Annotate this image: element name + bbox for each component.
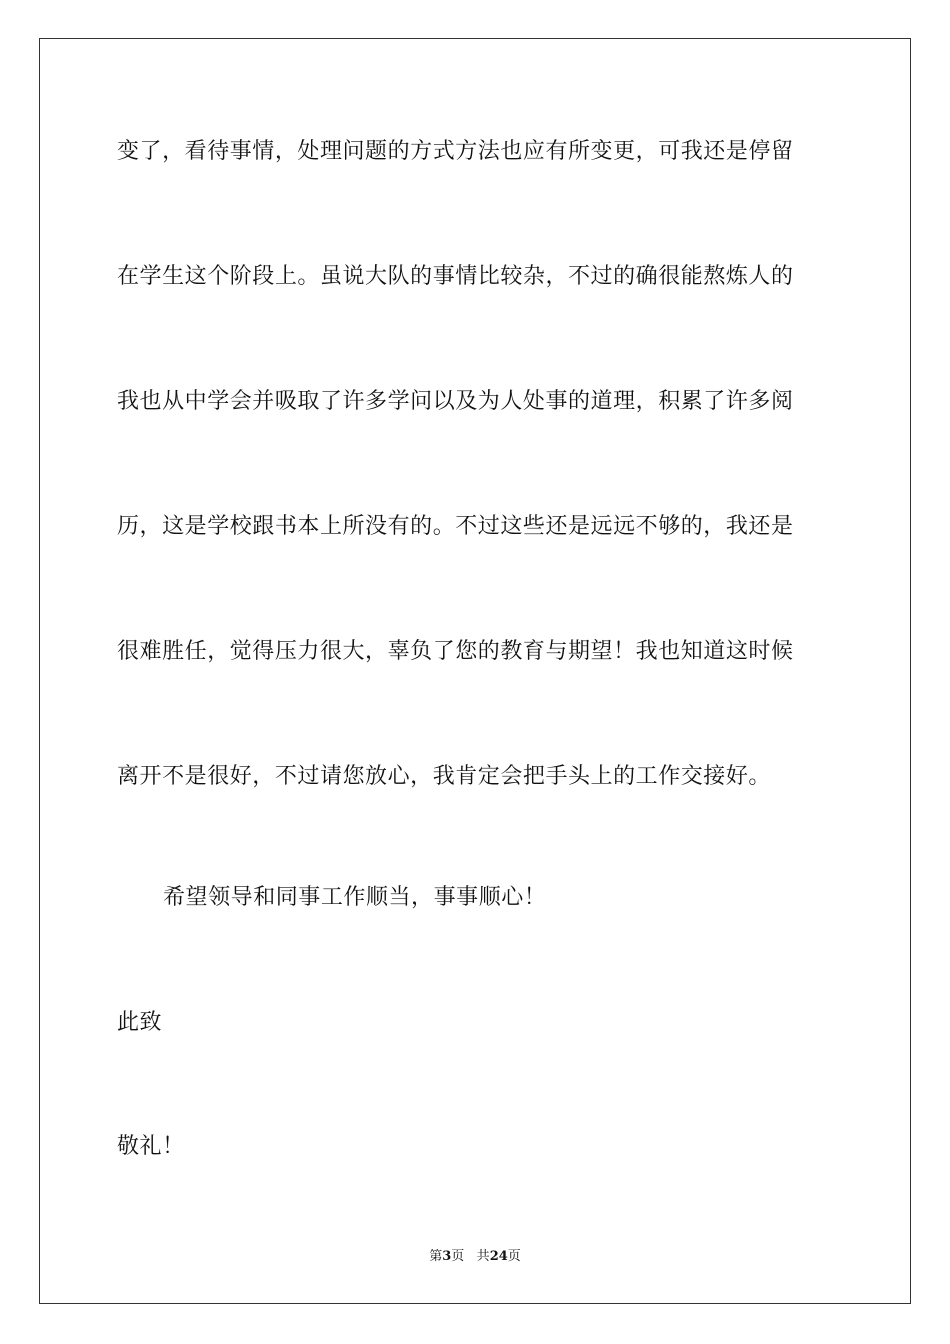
salutation-line: 敬礼！	[117, 1134, 185, 1159]
footer-page-prefix: 第	[429, 1249, 443, 1264]
footer-total-suffix: 页	[507, 1249, 521, 1264]
page-footer	[0, 1248, 950, 1266]
paragraph-line-1: 变了，看待事情，处理问题的方式方法也应有所变更，可我还是停留	[117, 139, 794, 164]
footer-page-suffix: 页	[451, 1249, 465, 1264]
paragraph-line-4: 历，这是学校跟书本上所没有的。不过这些还是远远不够的，我还是	[117, 514, 794, 539]
footer-total-prefix: 共	[476, 1249, 490, 1264]
closing-line: 此致	[117, 1010, 163, 1035]
footer-total-pages: 24	[489, 1249, 508, 1264]
page-frame	[39, 38, 911, 1304]
paragraph-line-6: 离开不是很好，不过请您放心，我肯定会把手头上的工作交接好。	[117, 764, 771, 789]
paragraph-line-3: 我也从中学会并吸取了许多学问以及为人处事的道理，积累了许多阅	[117, 389, 794, 414]
paragraph-line-5: 很难胜任，觉得压力很大，辜负了您的教育与期望！我也知道这时候	[117, 639, 794, 664]
paragraph-line-2: 在学生这个阶段上。虽说大队的事情比较杂，不过的确很能熬炼人的	[117, 264, 794, 289]
wish-line: 希望领导和同事工作顺当，事事顺心！	[163, 885, 547, 910]
footer-current-page: 3	[442, 1249, 452, 1264]
